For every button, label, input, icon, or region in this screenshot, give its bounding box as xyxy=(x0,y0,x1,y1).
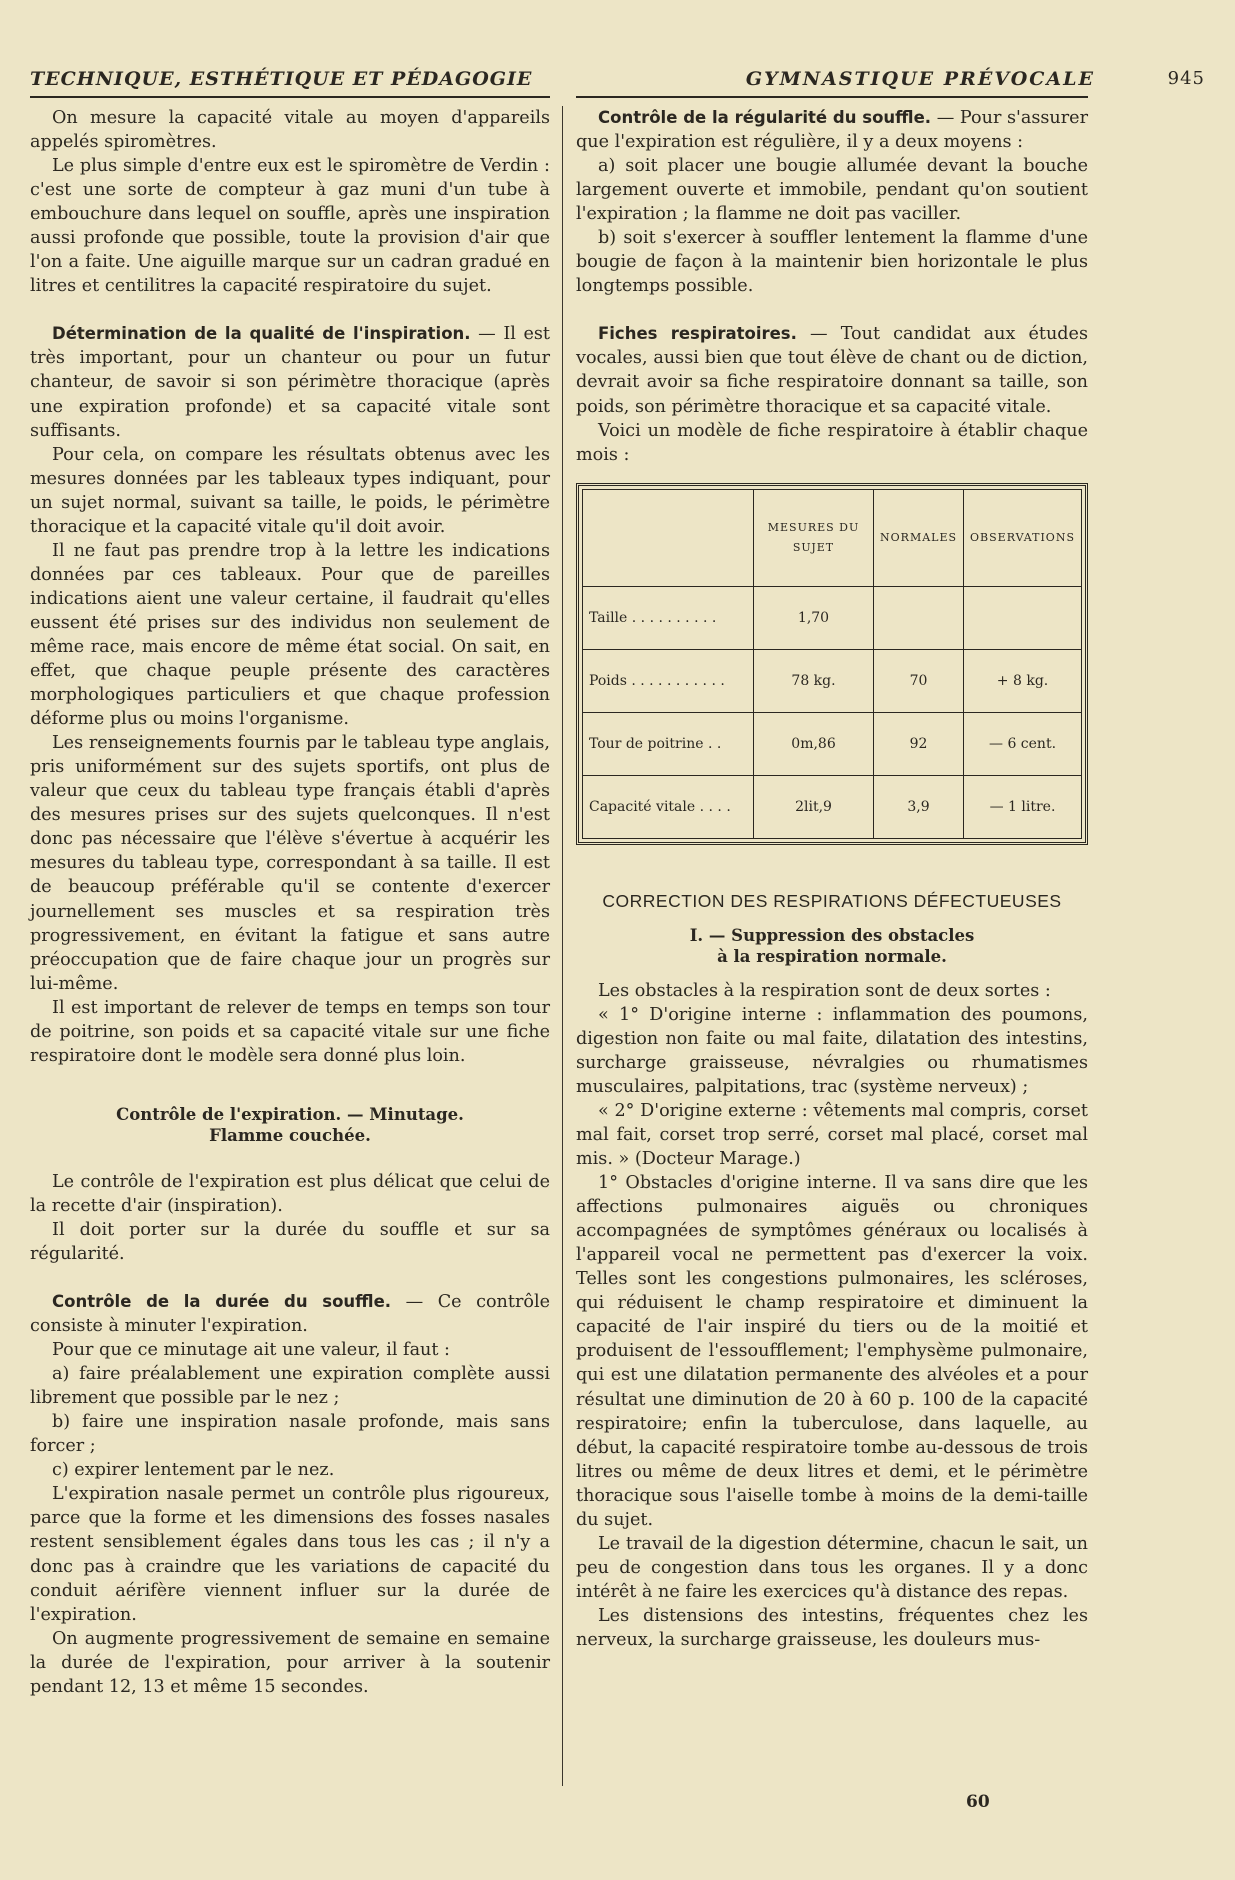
respiratory-record-table xyxy=(576,483,1088,845)
row-label: Taille . . . . . . . . . . xyxy=(583,586,754,649)
table-row xyxy=(583,712,1082,775)
table-header-cell: MESURES DU SUJET xyxy=(754,489,874,586)
header-right-title: GYMNASTIQUE PRÉVOCALE xyxy=(745,68,1095,90)
table-row xyxy=(583,586,1082,649)
paragraph: Pour cela, on compare les résultats obtenus avec les mesures données par les tableaux types indiquant, pour un sujet normal, suivant sa taille, le poids, le périmètre thoracique et la capacité vitale qu'il doit avoir. xyxy=(30,444,550,537)
cell-normale: 92 xyxy=(874,712,964,775)
table-header-cell: NORMALES xyxy=(874,489,964,586)
paragraph: On mesure la capacité vitale au moyen d'appareils appelés spiromètres. xyxy=(30,108,550,153)
cell-observation xyxy=(964,586,1082,649)
paragraph: L'expiration nasale permet un contrôle plus rigoureux, parce que la forme et les dimensions des fosses nasales restent sensiblement égales dans tous les cas ; il n'y a donc pas à craindre que les variations de capacité du conduit aérifère viennent influer sur la durée de l'expiration. xyxy=(30,1484,550,1625)
cell-normale: 70 xyxy=(874,649,964,712)
paragraph: Les distensions des intestins, fréquentes chez les nerveux, la surcharge graisseuse, les douleurs mus- xyxy=(576,1605,1088,1650)
cell-mesure: 2lit,9 xyxy=(754,775,874,838)
paragraph: Détermination de la qualité de l'inspiration. — Il est très important, pour un chanteur ou pour un futur chanteur, de savoir si son périmètre thoracique (après une expiration profonde) et sa capacité vitale sont suffisants. xyxy=(30,324,550,441)
heading-qualite-inspiration: Détermination de la qualité de l'inspiration. xyxy=(52,324,471,344)
subsection-title-line2: à la respiration normale. xyxy=(717,946,947,966)
header-left-title: TECHNIQUE, ESTHÉTIQUE ET PÉDAGOGIE xyxy=(30,68,533,90)
cell-observation: — 6 cent. xyxy=(964,712,1082,775)
paragraph: Les obstacles à la respiration sont de deux sortes : xyxy=(598,980,1051,1001)
cell-observation: — 1 litre. xyxy=(964,775,1082,838)
cell-mesure: 0m,86 xyxy=(754,712,874,775)
running-header xyxy=(30,66,1205,96)
heading-flamme-couchee: Flamme couchée. xyxy=(209,1125,371,1145)
cell-mesure: 1,70 xyxy=(754,586,874,649)
list-item: a) soit placer une bougie allumée devant la bouche largement ouverte et immobile, pendant qu'on soutient l'expiration ; la flamme ne doit pas vaciller. xyxy=(576,156,1088,225)
footer-page-number: 60 xyxy=(966,1792,990,1812)
column-divider xyxy=(562,106,563,1786)
paragraph: Le plus simple d'entre eux est le spiromètre de Verdin : c'est une sorte de compteur à gaz muni d'un tube à embouchure dans lequel on souffle, après une inspiration aussi profonde que possible, toute la provision d'air que l'on a faite. Une aiguille marque sur un cadran gradué en litres et centilitres la capacité respiratoire du sujet. xyxy=(30,156,550,297)
section-title: CORRECTION DES RESPIRATIONS DÉFECTUEUSES xyxy=(602,890,1062,911)
table-row xyxy=(583,649,1082,712)
table-header-cell: OBSERVATIONS xyxy=(964,489,1082,586)
list-item: a) faire préalablement une expiration complète aussi librement que possible par le nez ; xyxy=(30,1364,550,1409)
paragraph: Contrôle de la régularité du souffle. — Pour s'assurer que l'expiration est régulière, il y a deux moyens : xyxy=(576,108,1088,153)
left-column xyxy=(30,106,550,1699)
paragraph: Voici un modèle de fiche respiratoire à établir chaque mois : xyxy=(576,420,1088,465)
list-item: b) faire une inspiration nasale profonde, mais sans forcer ; xyxy=(30,1412,550,1457)
row-label: Tour de poitrine . . xyxy=(583,712,754,775)
table-row xyxy=(583,775,1082,838)
paragraph: Fiches respiratoires. — Tout candidat aux études vocales, aussi bien que tout élève de chant ou de diction, devrait avoir sa fiche respiratoire donnant sa taille, son poids, son périmètre thoracique et sa capacité vitale. xyxy=(576,324,1088,417)
paragraph: Les renseignements fournis par le tableau type anglais, pris uniformément sur des sujets sportifs, ont plus de valeur que ceux du tableau type français établi d'après des mesures prises sur des sujets quelconques. Il n'est donc pas nécessaire que l'élève s'évertue à acquérir les mesures du tableau type, correspondant à sa taille. Il est de beaucoup préférable qu'il se contente d'exercer journellement ses muscles et sa respiration très progressivement, en évitant la fatigue et sans autre préoccupation que de faire chaque jour un progrès sur lui-même. xyxy=(30,733,550,994)
paragraph: On augmente progressivement de semaine en semaine la durée de l'expiration, pour arriver à la soutenir pendant 12, 13 et même 15 secondes. xyxy=(30,1628,550,1697)
paragraph: Il ne faut pas prendre trop à la lettre les indications données par ces tableaux. Pour que de pareilles indications aient une valeur certaine, il faudrait qu'elles eussent été prises sur des individus non seulement de même race, mais encore de même état social. On sait, en effet, que chaque peuple présente des caractères morphologiques particuliers et que chaque profession déforme plus ou moins l'organisme. xyxy=(30,540,550,730)
heading-regularite-souffle: Contrôle de la régularité du souffle. xyxy=(598,108,932,127)
table-header-row xyxy=(583,489,1082,586)
paragraph: Contrôle de la durée du souffle. — Ce contrôle consiste à minuter l'expiration. xyxy=(30,1292,551,1337)
paragraph: Pour que ce minutage ait une valeur, il faut : xyxy=(52,1340,450,1361)
heading-duree-souffle: Contrôle de la durée du souffle. xyxy=(52,1292,392,1312)
list-item: b) soit s'exercer à souffler lentement la flamme d'une bougie de façon à la maintenir bien horizontale le plus longtemps possible. xyxy=(576,228,1088,297)
cell-observation: + 8 kg. xyxy=(964,649,1082,712)
paragraph: Il doit porter sur la durée du souffle et sur sa régularité. xyxy=(30,1219,550,1264)
header-rule-right xyxy=(576,96,1088,98)
paragraph: « 1° D'origine interne : inflammation des poumons, digestion non faite ou mal faite, dilatation des intestins, surcharge graisseuse, névralgies ou rhumatismes musculaires, palpitations, trac (système nerveux) ; xyxy=(576,1004,1088,1097)
subsection-title-line1: I. — Suppression des obstacles xyxy=(689,925,975,945)
cell-normale xyxy=(874,586,964,649)
cell-mesure: 78 kg. xyxy=(754,649,874,712)
table-header-cell xyxy=(583,489,754,586)
heading-controle-expiration: Contrôle de l'expiration. — Minutage. xyxy=(116,1104,464,1124)
cell-normale: 3,9 xyxy=(874,775,964,838)
row-label: Capacité vitale . . . . xyxy=(583,775,754,838)
paragraph: Le travail de la digestion détermine, chacun le sait, un peu de congestion dans tous les organes. Il y a donc intérêt à ne faire les exercices qu'à distance des repas. xyxy=(576,1533,1088,1602)
header-page-number: 945 xyxy=(1167,68,1205,89)
paragraph: Le contrôle de l'expiration est plus délicat que celui de la recette d'air (inspiration). xyxy=(30,1171,550,1216)
paragraph: Il est important de relever de temps en temps son tour de poitrine, son poids et sa capacité vitale sur une fiche respiratoire dont le modèle sera donné plus loin. xyxy=(30,997,550,1066)
paragraph: 1° Obstacles d'origine interne. Il va sans dire que les affections pulmonaires aiguës ou chroniques accompagnées de symptômes généraux ou localisés à l'appareil vocal ne permettent pas d'exercer la voix. Telles sont les congestions pulmonaires, les scléroses, qui réduisent le champ respiratoire et diminuent la capacité de l'air inspiré du tiers ou de la moitié et produisent de l'essoufflement; l'emphysème pulmonaire, qui est une dilatation permanente des alvéoles et a pour résultat une diminution de 20 à 60 p. 100 de la capacité respiratoire; enfin la tuberculose, dans laquelle, au début, la capacité respiratoire tombe au-dessous de trois litres ou même de deux litres et demi, et le périmètre thoracique sous l'aiselle tombe à moins de la demi-taille du sujet. xyxy=(576,1173,1088,1530)
header-rule-left xyxy=(30,96,550,98)
row-label: Poids . . . . . . . . . . . xyxy=(583,649,754,712)
right-column xyxy=(576,106,1088,1652)
heading-fiches-respiratoires: Fiches respiratoires. xyxy=(598,324,797,344)
fiche-table xyxy=(582,489,1082,839)
list-item: c) expirer lentement par le nez. xyxy=(52,1460,335,1481)
paragraph: « 2° D'origine externe : vêtements mal compris, corset mal fait, corset trop serré, corset mal placé, corset mal mis. » (Docteur Marage.) xyxy=(576,1100,1088,1170)
